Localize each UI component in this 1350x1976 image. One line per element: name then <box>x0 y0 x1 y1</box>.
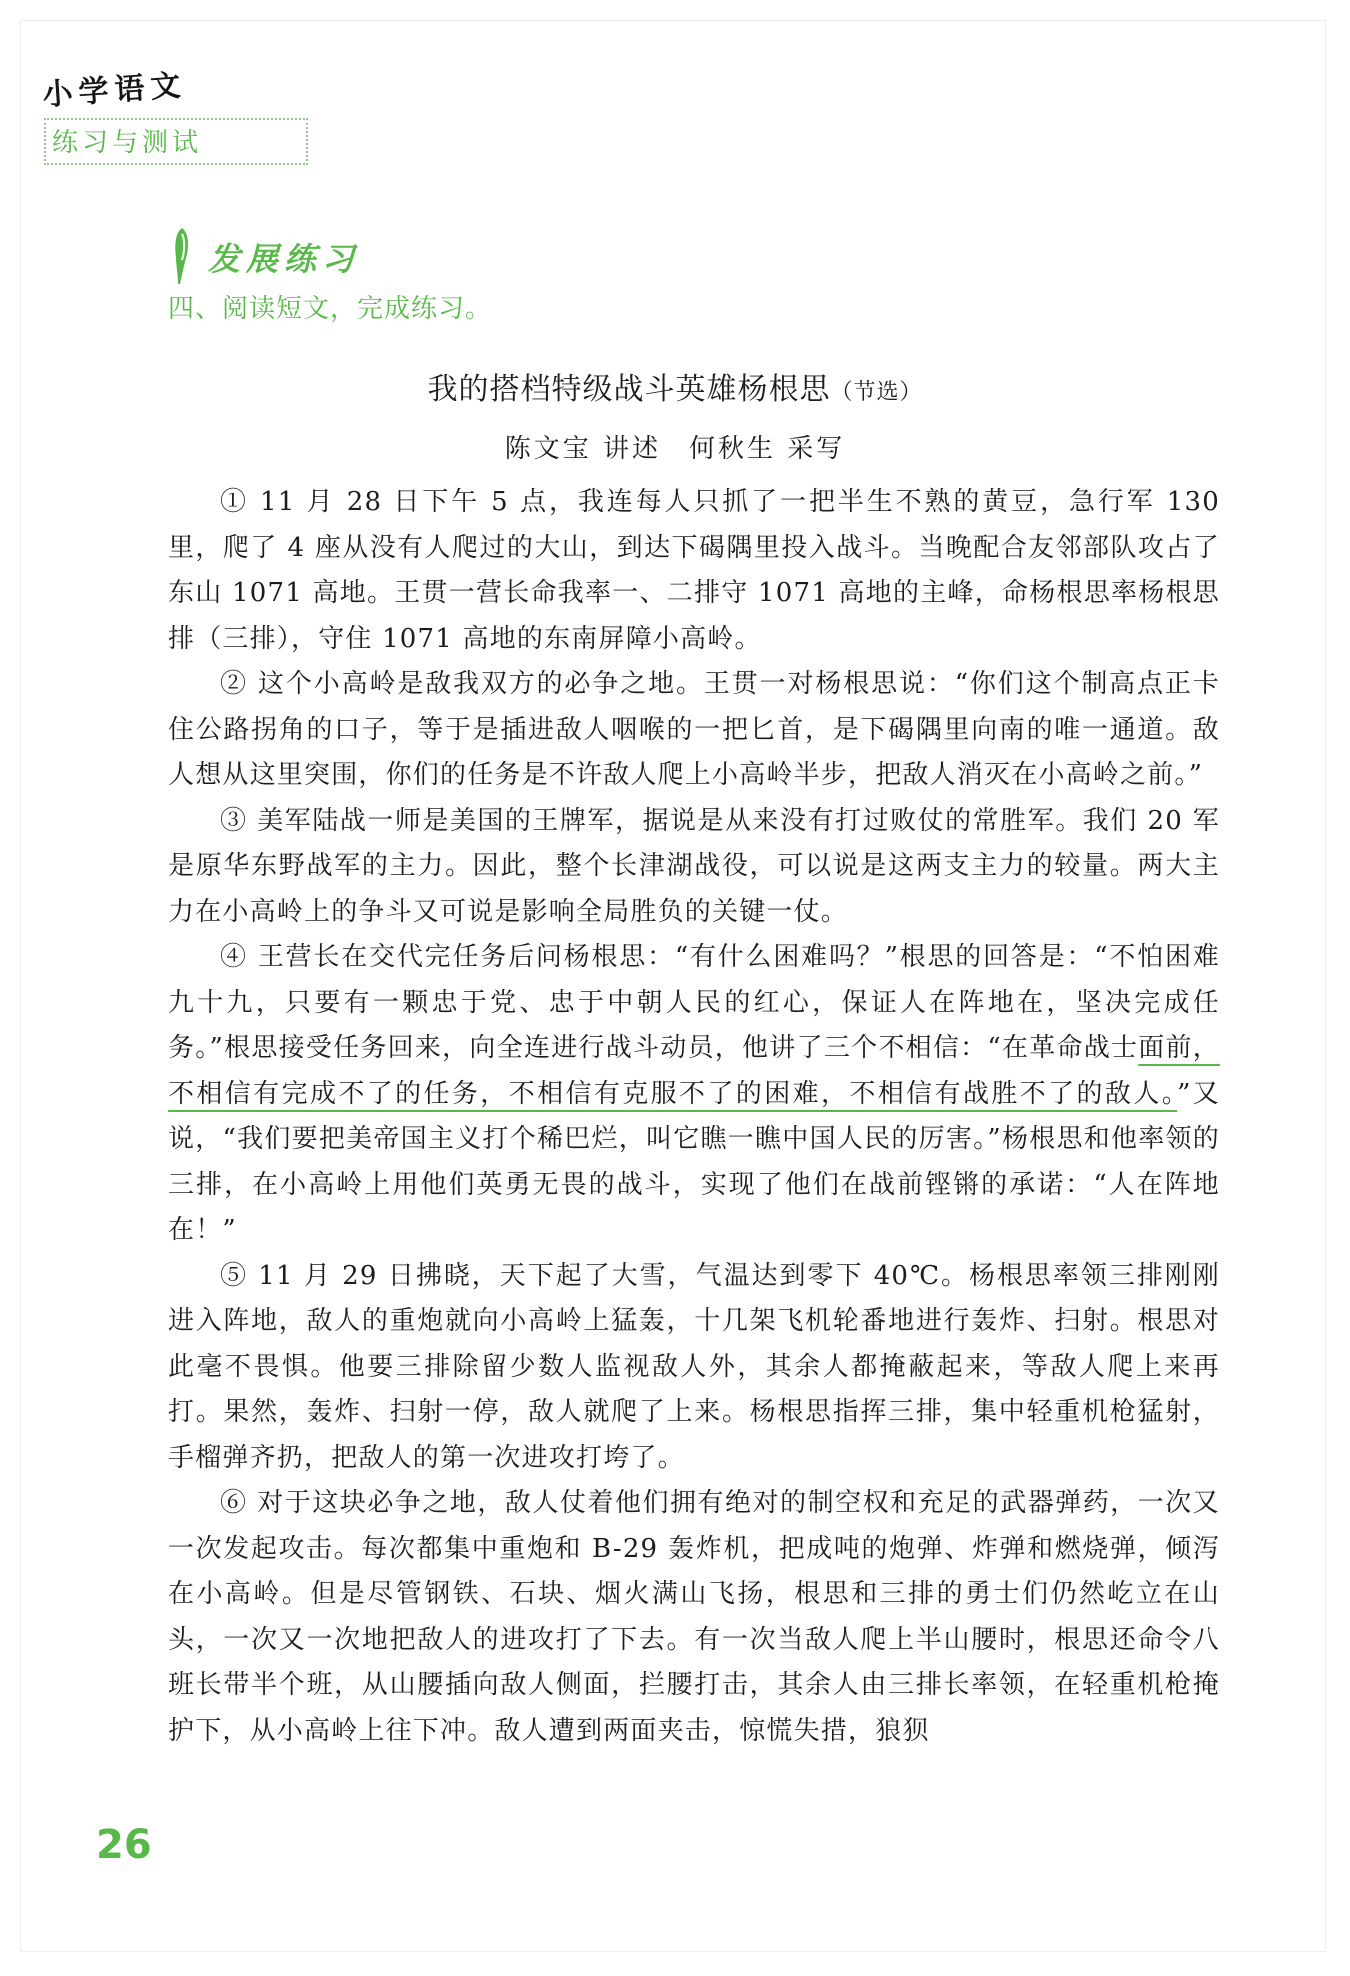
article-body <box>168 480 1220 1754</box>
writer: 何秋生 采写 <box>689 434 846 464</box>
paragraph-4 <box>168 935 1220 1254</box>
section-heading <box>168 226 360 288</box>
paragraph-1: ① 11 月 28 日下午 5 点，我连每人只抓了一把半生不熟的黄豆，急行军 130 里，爬了 4 座从没有人爬过的大山，到达下碣隅里投入战斗。当晚配合友邻部队攻占了东山 1071 高地。王贯一营长命我率一、二排守 1071 高地的主峰，命杨根思率杨根思排（三排），守住 1071 高地的东南屏障小高岭。 <box>168 487 1220 654</box>
book-subtitle: 练习与测试 <box>44 118 308 165</box>
article-title-note: （节选） <box>830 380 923 405</box>
underlined-sentence: 面前，不相信有完成不了的任务，不相信有克服不了的困难，不相信有战胜不了的敌人。 <box>168 1033 1220 1109</box>
paragraph-5: ⑤ 11 月 29 日拂晓，天下起了大雪，气温达到零下 40℃。杨根思率领三排刚刚进入阵地，敌人的重炮就向小高岭上猛轰，十几架飞机轮番地进行轰炸、扫射。根思对此毫不畏惧。他要三排除留少数人监视敌人外，其余人都掩蔽起来，等敌人爬上来再打。果然，轰炸、扫射一停，敌人就爬了上来。杨根思指挥三排，集中轻重机枪猛射，手榴弹齐扔，把敌人的第一次进攻打垮了。 <box>168 1260 1220 1473</box>
paragraph-3: ③ 美军陆战一师是美国的王牌军，据说是从来没有打过败仗的常胜军。我们 20 军是原华东野战军的主力。因此，整个长津湖战役，可以说是这两支主力的较量。两大主力在小高岭上的争斗又可说是影响全局胜负的关键一仗。 <box>168 805 1220 927</box>
narrator: 陈文宝 讲述 <box>504 434 661 464</box>
book-header <box>41 68 308 165</box>
paragraph-6: ⑥ 对于这块必争之地，敌人仗着他们拥有绝对的制空权和充足的武器弹药，一次又一次发起攻击。每次都集中重炮和 B-29 轰炸机，把成吨的炮弹、炸弹和燃烧弹，倾泻在小高岭。但是尽管钢铁、石块、烟火满山飞扬，根思和三排的勇士们仍然屹立在山头，一次又一次地把敌人的进攻打了下去。有一次当敌人爬上半山腰时，根思还命令八班长带半个班，从山腰插向敌人侧面，拦腰打击，其余人由三排长率领，在轻重机枪掩护下，从小高岭上往下冲。敌人遭到两面夹击，惊慌失措，狼狈 <box>168 1488 1220 1746</box>
article-title <box>0 364 1350 408</box>
article-title-text: 我的搭档特级战斗英雄杨根思 <box>427 372 831 407</box>
book-brand: 小学语文 <box>41 68 188 114</box>
paragraph-2: ② 这个小高岭是敌我双方的必争之地。王贯一对杨根思说：“你们这个制高点正卡住公路拐角的口子，等于是插进敌人咽喉的一把匕首，是下碣隅里向南的唯一通道。敌人想从这里突围，你们的任务是不许敌人爬上小高岭半步，把敌人消灭在小高岭之前。” <box>168 669 1220 790</box>
exercise-instruction: 四、阅读短文，完成练习。 <box>168 294 493 324</box>
pen-icon <box>168 226 194 288</box>
paragraph-4-start: ④ 王营长在交代完任务后问杨根思：“有什么困难吗？”根思的回答是：“不怕困难九十九，只要有一颗忠于党、忠于中朝人民的红心，保证人在阵地在，坚决完成任务。”根思接受任务回来，向全连进行战斗动员，他讲了三个不相信：“在革命战士 <box>168 942 1220 1063</box>
page-number: 26 <box>96 1822 152 1868</box>
section-title: 发展练习 <box>208 240 361 278</box>
paragraph-4-end: ”又说，“我们要把美帝国主义打个稀巴烂，叫它瞧一瞧中国人民的厉害。”杨根思和他率领的三排，在小高岭上用他们英勇无畏的战斗，实现了他们在战前铿锵的承诺：“人在阵地在！” <box>168 1078 1220 1245</box>
article-byline <box>0 428 1350 465</box>
